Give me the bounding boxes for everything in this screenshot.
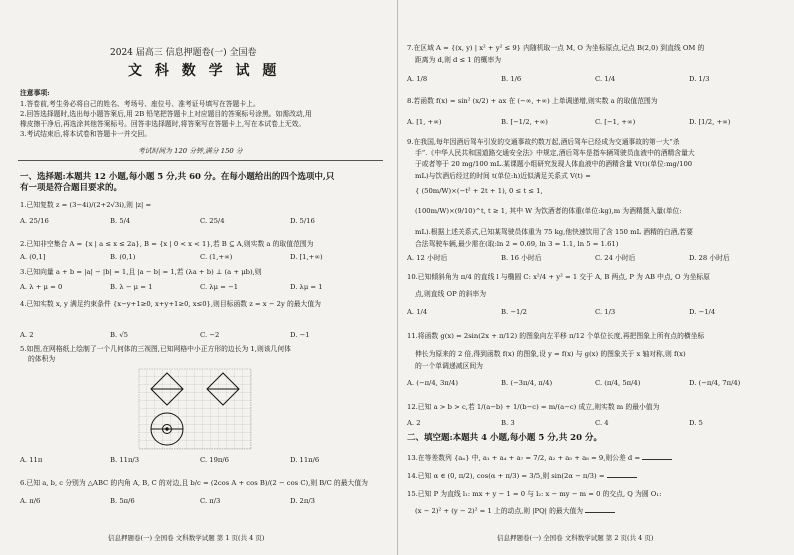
question-stem: 手”.《中华人民共和国道路交通安全法》中规定,酒后驾车是指车辆驾驶员血液中的酒精含量大 — [415, 149, 695, 157]
option-d: D. 1/3 — [689, 75, 710, 83]
option-a: A. (−π/4, 3π/4) — [407, 379, 459, 387]
question-stem: 的体积为 — [28, 355, 56, 363]
option-a: A. 1/4 — [407, 308, 428, 316]
option-a: A. (0,1] — [20, 253, 46, 261]
question-stem: 9.在我国,每年因酒后驾车引发的交通事故约数万起,酒后驾车已经成为交通事故的第一大“杀 — [407, 138, 680, 146]
option-b: B. 16 小时后 — [501, 254, 542, 262]
piecewise-formula: { (50m/W)×(−t² + 2t + 1), 0 ≤ t ≤ 1, — [415, 187, 543, 195]
option-d: D. −1/4 — [689, 308, 716, 316]
option-b: B. −1/2 — [501, 308, 527, 316]
option-d: D. (−π/4, 7π/4) — [689, 379, 741, 387]
exam-name: 2024 届高三 信息押题卷(一) 全国卷 — [110, 48, 257, 58]
option-b: B. [−1/2, +∞) — [501, 118, 548, 126]
question-stem: 3.已知向量 a + b = |a| − |b| = 1,且 |a − b| = 1,若 (λa + b) ⊥ (a + μb),则 — [20, 268, 262, 276]
question-stem: 伸长为原来的 2 倍,得到函数 f(x) 的图象,设 y = f(x) 与 g(x) 的图象关于 x 轴对称,则 f(x) — [415, 350, 686, 358]
question-stem: 合法驾驶车辆,最少需在(取:ln 2 = 0.69, ln 3 = 1.1, ln 5 = 1.61) — [415, 240, 619, 248]
page-footer: 信息押题卷(一) 全国卷 文科数学试题 第 2 页(共 4 页) — [497, 534, 654, 542]
option-a: A. [1, +∞) — [407, 118, 442, 126]
notes-title: 注意事项: — [20, 89, 50, 97]
answer-blank[interactable] — [585, 505, 615, 513]
option-d: D. [1/2, +∞) — [689, 118, 731, 126]
option-b: B. 5/4 — [110, 217, 131, 225]
option-d: D. 28 小时后 — [689, 254, 730, 262]
option-a: A. π/6 — [20, 497, 41, 505]
question-stem: 距离为 d,则 d ≤ 1 的概率为 — [415, 56, 502, 64]
question-stem: 1.已知复数 z = (3−4i)/(2+2√3i),则 |z| = — [20, 201, 152, 209]
option-a: A. 2 — [407, 419, 421, 427]
answer-blank[interactable] — [642, 452, 672, 460]
question-stem: mL)与饮酒后经过的时间 t(单位:h)近似满足关系式 V(t) = — [415, 172, 591, 180]
question-stem: 6.已知 a, b, c 分别为 △ABC 的内角 A, B, C 的对边,且 b/c = (2cos A + cos B)/(2 − cos C),则 B/C 的最大值为 — [20, 479, 368, 487]
option-b: B. 3 — [501, 419, 515, 427]
option-a: A. 25/16 — [20, 217, 49, 225]
option-b: B. (0,1) — [110, 253, 136, 261]
piecewise-formula: (100m/W)×(9/10)^t, t ≥ 1, 其中 W 为饮酒者的体重(单位:kg),m 为酒精摄入量(单位: — [415, 207, 682, 215]
option-d: D. λμ = 1 — [290, 283, 323, 291]
question-stem: 10.已知倾斜角为 π/4 的直线 l 与椭圆 C: x²/4 + y² = 1 交于 A, B 两点, P 为 AB 中点, O 为坐标原 — [407, 273, 710, 281]
subject-title: 文 科 数 学 试 题 — [128, 63, 281, 79]
question-stem: mL).根据上述关系式,已知某驾驶员体重为 75 kg,他快速饮用了含 150 mL 酒精的白酒,若要 — [415, 228, 694, 236]
note-item: 2.回答选择题时,选出每小题答案后,用 2B 铅笔把答题卡上对应题目的答案标号涂黑。如需改动,用 — [20, 110, 312, 118]
option-c: C. π/3 — [200, 497, 221, 505]
option-c: C. λμ = −1 — [200, 283, 239, 291]
fill-question: 13.在等差数列 {aₙ} 中, a₁ + a₄ + a₇ = 7/2, a₂ + a₅ + a₈ = 9,则公差 d = — [407, 452, 672, 463]
question-stem: 点,则直线 OP 的斜率为 — [415, 290, 487, 298]
option-d: D. −1 — [290, 331, 310, 339]
option-c: C. [−1, +∞) — [595, 118, 636, 126]
answer-blank[interactable] — [607, 470, 637, 478]
option-c: C. 1/4 — [595, 75, 616, 83]
option-b: B. 11π/3 — [110, 456, 140, 464]
option-b: B. √5 — [110, 331, 128, 339]
option-a: A. 2 — [20, 331, 34, 339]
option-c: C. (1,+∞) — [200, 253, 233, 261]
option-c: C. 4 — [595, 419, 609, 427]
section1-title: 有一项是符合题目要求的。 — [20, 183, 123, 193]
question-stem: 的一个单调递减区间为 — [415, 362, 483, 370]
option-d: D. 11π/6 — [290, 456, 320, 464]
option-b: B. 1/6 — [501, 75, 522, 83]
page-footer: 信息押题卷(一) 全国卷 文科数学试题 第 1 页(共 4 页) — [108, 534, 265, 542]
question-stem: 4.已知实数 x, y 满足约束条件 {x−y+1≥0, x+y+1≥0, x≤0},则目标函数 z = x − 2y 的最大值为 — [20, 300, 321, 308]
question-stem: 11.将函数 g(x) = 2sin(2x + π/12) 的图象向左平移 π/12 个单位长度,再把图象上所有点的横坐标 — [407, 332, 705, 340]
three-view-figure — [138, 368, 256, 453]
option-b: B. λ − μ = 1 — [110, 283, 153, 291]
question-stem: 5.如图,在网格纸上绘制了一个几何体的三视图,已知网格中小正方形的边长为 1,则该几何体 — [20, 345, 291, 353]
option-d: D. [1,+∞) — [290, 253, 323, 261]
right-page — [397, 0, 794, 555]
fill-question: 14.已知 α ∈ (0, π/2), cos(α + π/3) = 3/5,则 sin(2α − π/3) = — [407, 470, 637, 481]
option-c: C. 25/4 — [200, 217, 225, 225]
divider — [18, 160, 383, 161]
option-d: D. 2π/3 — [290, 497, 315, 505]
time-score: 考试时间为 120 分钟,满分 150 分 — [138, 147, 243, 155]
question-stem: 8.若函数 f(x) = sin² (x/2) + ax 在 (−∞, +∞) 上单调递增,则实数 a 的取值范围为 — [407, 97, 658, 105]
option-c: C. (π/4, 5π/4) — [595, 379, 641, 387]
option-d: D. 5/16 — [290, 217, 315, 225]
option-a: A. 1/8 — [407, 75, 428, 83]
option-d: D. 5 — [689, 419, 703, 427]
option-a: A. 11π — [20, 456, 43, 464]
note-item: 1.答卷前,考生务必将自己的姓名、考场号、座位号、准考证号填写在答题卡上。 — [20, 100, 260, 108]
option-b: B. 5π/6 — [110, 497, 135, 505]
option-b: B. (−3π/4, π/4) — [501, 379, 553, 387]
fill-question: 15.已知 P 为直线 l₁: mx + y − 1 = 0 与 l₂: x − my − m = 0 的交点, Q 为圆 O₁: — [407, 490, 662, 498]
question-stem: 2.已知非空集合 A = {x | a ≤ x ≤ 2a}, B = {x | 0 < x < 1},若 B ⊆ A,则实数 a 的取值范围为 — [20, 240, 314, 248]
section2-title: 二、填空题:本题共 4 小题,每小题 5 分,共 20 分。 — [407, 433, 602, 443]
option-c: C. 24 小时后 — [595, 254, 636, 262]
option-a: A. λ + μ = 0 — [20, 283, 63, 291]
option-a: A. 12 小时后 — [407, 254, 448, 262]
question-stem: 于或者等于 20 mg/100 mL.某课题小组研究发现人体血液中的酒精含量 V(t)(单位:mg/100 — [415, 160, 693, 168]
option-c: C. 1/3 — [595, 308, 616, 316]
option-c: C. 19π/6 — [200, 456, 230, 464]
option-c: C. −2 — [200, 331, 220, 339]
note-item: 3.考试结束后,将本试卷和答题卡一并交回。 — [20, 130, 151, 138]
section1-title: 一、选择题:本题共 12 小题,每小题 5 分,共 60 分。在每小题给出的四个选项中,只 — [20, 172, 335, 182]
fill-question: (x − 2)² + (y − 2)² = 1 上的动点,则 |PQ| 的最大值为 — [415, 505, 615, 516]
question-stem: 12.已知 a > b > c,若 1/(a−b) + 1/(b−c) = m/(a−c) 成立,则实数 m 的最小值为 — [407, 403, 660, 411]
note-item: 橡皮擦干净后,再选涂其他答案标号。回答非选择题时,将答案写在答题卡上,写在本试卷上无效。 — [20, 120, 306, 128]
question-stem: 7.在区域 A = {(x, y) | x² + y² ≤ 9} 内随机取一点 M, O 为坐标原点,记点 B(2,0) 到直线 OM 的 — [407, 44, 705, 52]
